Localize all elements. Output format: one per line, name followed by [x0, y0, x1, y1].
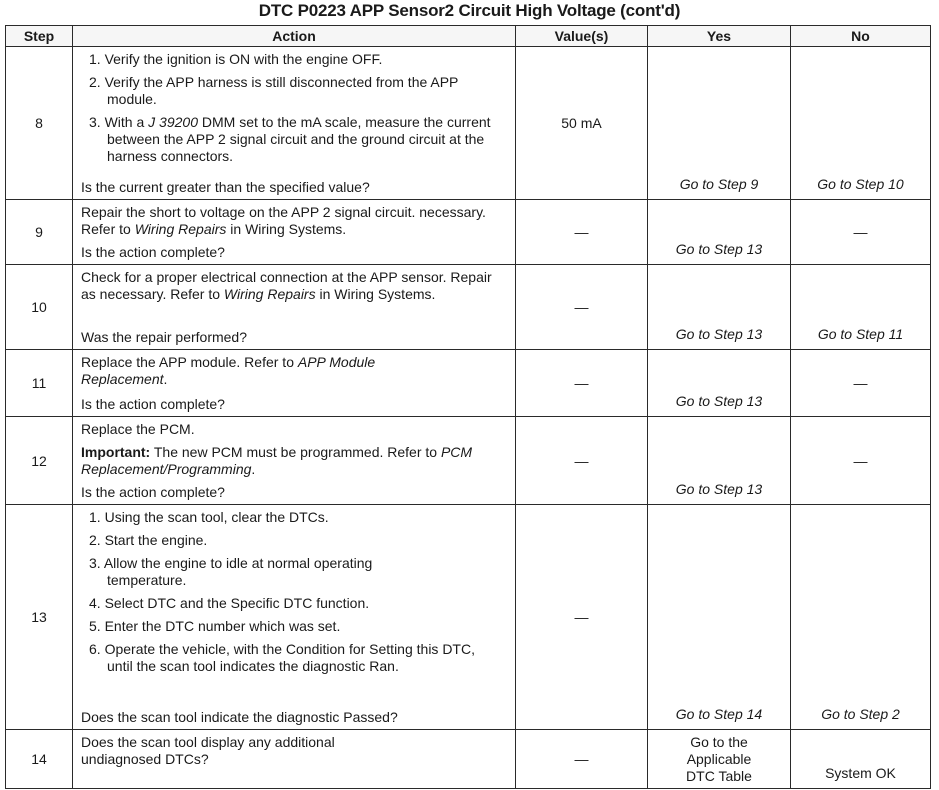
page-title: DTC P0223 APP Sensor2 Circuit High Voltage (cont'd) [258, 1, 681, 20]
action-cell: Does the scan tool display any additional undiagnosed DTCs? [73, 730, 516, 789]
no-link[interactable]: Go to Step 11 [817, 326, 904, 342]
table-row-step-9 [6, 200, 931, 265]
value-cell: — [516, 350, 648, 417]
action-cell: Repair the short to voltage on the APP 2 signal circuit. necessary. Refer to Wiring Repairs in Wiring Systems. Is the action complete? [73, 200, 516, 265]
no-result: System OK [825, 765, 896, 781]
step-number: 14 [6, 730, 73, 789]
value-cell: — [516, 265, 648, 350]
value-cell: — [516, 417, 648, 505]
yes-cell [648, 417, 791, 505]
question: Is the action complete? [81, 244, 225, 260]
header-row [6, 26, 931, 47]
question: Does the scan tool indicate the diagnostic Passed? [81, 709, 398, 725]
step-number: 11 [6, 350, 73, 417]
value-cell: — [516, 730, 648, 789]
list-item: 2. Verify the APP harness is still disconnected from the APP module. [89, 74, 459, 107]
list-item: 1. Using the scan tool, clear the DTCs. [89, 509, 329, 525]
action-cell [73, 47, 516, 200]
question: Is the current greater than the specified value? [81, 179, 370, 195]
important-label: Important: [81, 444, 151, 460]
yes-link[interactable]: Go to the Applicable DTC Table [686, 734, 752, 784]
action-cell: Replace the APP module. Refer to APP Module Replacement. Is the action complete? [73, 350, 516, 417]
list-item: 2. Start the engine. [89, 532, 208, 548]
action-cell: Replace the PCM. Important: The new PCM must be programmed. Refer to PCM Replacement/Programming. Is the action complete? [73, 417, 516, 505]
yes-link[interactable]: Go to Step 13 [675, 241, 763, 257]
step-number: 8 [6, 47, 73, 200]
yes-cell [648, 505, 791, 730]
question: Is the action complete? [81, 484, 225, 500]
no-cell: — [791, 350, 931, 417]
yes-link[interactable]: Go to Step 13 [675, 481, 763, 497]
value-cell: — [516, 505, 648, 730]
question: Was the repair performed? [81, 329, 247, 345]
yes-cell [648, 265, 791, 350]
header-action: Action [73, 26, 516, 47]
table-row-step-13 [6, 505, 931, 730]
list-item: 4. Select DTC and the Specific DTC function. [89, 595, 370, 611]
no-link[interactable]: Go to Step 2 [821, 706, 900, 722]
step-number: 10 [6, 265, 73, 350]
no-cell [791, 505, 931, 730]
no-cell [791, 265, 931, 350]
question: Is the action complete? [81, 396, 225, 412]
list-item: 1. Verify the ignition is ON with the engine OFF. [89, 51, 383, 67]
yes-cell [648, 200, 791, 265]
yes-link[interactable]: Go to Step 13 [675, 393, 763, 409]
action-cell [73, 505, 516, 730]
diagnostic-table [5, 25, 931, 789]
no-cell: — [791, 200, 931, 265]
table-row-step-10 [6, 265, 931, 350]
list-item: 5. Enter the DTC number which was set. [89, 618, 341, 634]
header-values: Value(s) [516, 26, 648, 47]
no-cell: — [791, 417, 931, 505]
step-number: 9 [6, 200, 73, 265]
table-row-step-8 [6, 47, 931, 200]
yes-link[interactable]: Go to Step 13 [675, 326, 763, 342]
yes-link[interactable]: Go to Step 9 [679, 176, 759, 192]
header-yes: Yes [648, 26, 791, 47]
list-item: 6. Operate the vehicle, with the Condition for Setting this DTC, until the scan tool indicates the diagnostic Ran. [89, 641, 475, 674]
step-number: 12 [6, 417, 73, 505]
value-cell: — [516, 200, 648, 265]
yes-cell [648, 350, 791, 417]
yes-cell [648, 730, 791, 789]
list-item: 3. With a J 39200 DMM set to the mA scale, measure the current between the APP 2 signal circuit and the ground circuit at the harness connectors. [89, 114, 491, 164]
header-no: No [791, 26, 931, 47]
table-row-step-12 [6, 417, 931, 505]
yes-link[interactable]: Go to Step 14 [675, 706, 763, 722]
header-step: Step [6, 26, 73, 47]
value-cell: 50 mA [516, 47, 648, 200]
table-row-step-14 [6, 730, 931, 789]
no-cell [791, 730, 931, 789]
table-row-step-11 [6, 350, 931, 417]
no-link[interactable]: Go to Step 10 [817, 176, 904, 192]
yes-cell [648, 47, 791, 200]
list-item: 3. Allow the engine to idle at normal operating temperature. [89, 555, 373, 588]
no-cell [791, 47, 931, 200]
action-cell: Check for a proper electrical connection at the APP sensor. Repair as necessary. Refer to Wiring Repairs in Wiring Systems. Was the repair performed? [73, 265, 516, 350]
step-number: 13 [6, 505, 73, 730]
